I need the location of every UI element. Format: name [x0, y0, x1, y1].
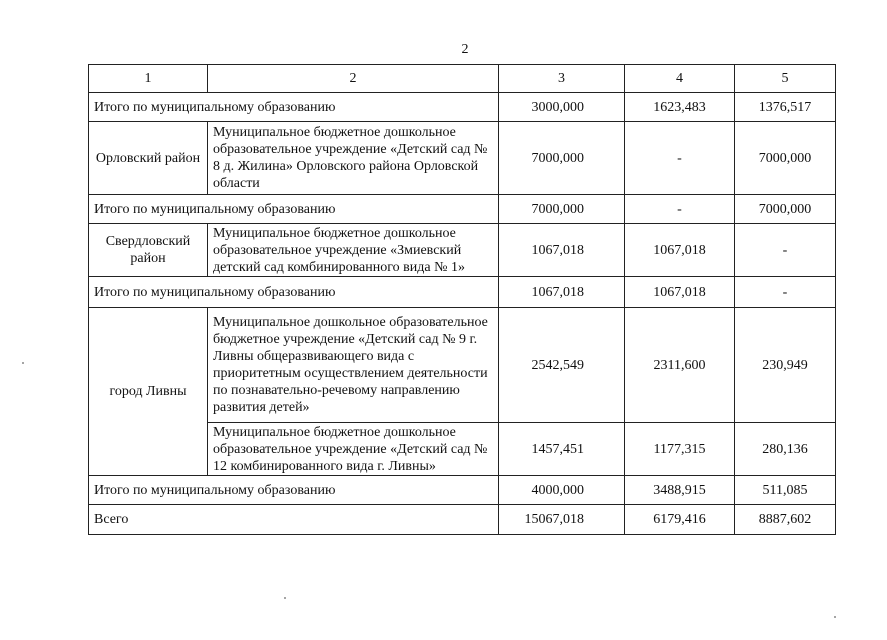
- amount-col4: 6179,416: [625, 505, 735, 535]
- amount-col5: -: [735, 224, 836, 277]
- budget-table: [88, 64, 836, 535]
- institution-description: Муниципальное дошкольное образовательное бюджетное учреждение «Детский сад № 9 г. Ливны общеразвивающего вида с приоритетным осуществлением деятельности по познавательно-речевому направлению развития детей»: [208, 308, 499, 423]
- header-cell-4: 4: [625, 65, 735, 93]
- institution-description: Муниципальное бюджетное дошкольное образовательное учреждение «Змиевский детский сад комбинированного вида № 1»: [208, 224, 499, 277]
- amount-total: 2542,549: [499, 308, 625, 423]
- table-row-total: [89, 93, 836, 122]
- amount-col5: -: [735, 277, 836, 308]
- amount-col4: 1067,018: [625, 277, 735, 308]
- amount-total: 7000,000: [499, 122, 625, 195]
- amount-total: 1457,451: [499, 423, 625, 476]
- header-cell-1: 1: [89, 65, 208, 93]
- amount-col5: 511,085: [735, 476, 836, 505]
- header-row: [89, 65, 836, 93]
- header-cell-2: 2: [208, 65, 499, 93]
- amount-total: 1067,018: [499, 224, 625, 277]
- total-label: Итого по муниципальному образованию: [89, 277, 499, 308]
- scan-speck: [284, 597, 286, 599]
- amount-col4: 1177,315: [625, 423, 735, 476]
- amount-col4: 1623,483: [625, 93, 735, 122]
- table-row-livny: [89, 308, 836, 423]
- district-name: город Ливны: [89, 308, 208, 476]
- amount-total: 3000,000: [499, 93, 625, 122]
- table-row-sverdlovsk: [89, 224, 836, 277]
- amount-col4: 1067,018: [625, 224, 735, 277]
- total-label: Итого по муниципальному образованию: [89, 93, 499, 122]
- amount-col5: 280,136: [735, 423, 836, 476]
- amount-col4: 3488,915: [625, 476, 735, 505]
- table-row-grand-total: [89, 505, 836, 535]
- table-row-total: [89, 195, 836, 224]
- amount-col5: 7000,000: [735, 195, 836, 224]
- amount-total: 4000,000: [499, 476, 625, 505]
- page-number: 2: [461, 42, 469, 57]
- district-name: Свердловский район: [89, 224, 208, 277]
- scan-speck: [22, 362, 24, 364]
- amount-col5: 230,949: [735, 308, 836, 423]
- amount-col5: 7000,000: [735, 122, 836, 195]
- header-cell-5: 5: [735, 65, 836, 93]
- header-cell-3: 3: [499, 65, 625, 93]
- district-name: Орловский район: [89, 122, 208, 195]
- amount-col4: 2311,600: [625, 308, 735, 423]
- amount-total: 15067,018: [499, 505, 625, 535]
- grand-total-label: Всего: [89, 505, 499, 535]
- table-row-total: [89, 277, 836, 308]
- table-row-orel: [89, 122, 836, 195]
- amount-col5: 8887,602: [735, 505, 836, 535]
- institution-description: Муниципальное бюджетное дошкольное образовательное учреждение «Детский сад № 12 комбинированного вида г. Ливны»: [208, 423, 499, 476]
- table-row-total: [89, 476, 836, 505]
- amount-total: 7000,000: [499, 195, 625, 224]
- amount-col4: -: [625, 122, 735, 195]
- amount-col5: 1376,517: [735, 93, 836, 122]
- total-label: Итого по муниципальному образованию: [89, 476, 499, 505]
- scan-speck: [834, 616, 836, 618]
- amount-total: 1067,018: [499, 277, 625, 308]
- amount-col4: -: [625, 195, 735, 224]
- total-label: Итого по муниципальному образованию: [89, 195, 499, 224]
- institution-description: Муниципальное бюджетное дошкольное образовательное учреждение «Детский сад № 8 д. Жилина» Орловского района Орловской области: [208, 122, 499, 195]
